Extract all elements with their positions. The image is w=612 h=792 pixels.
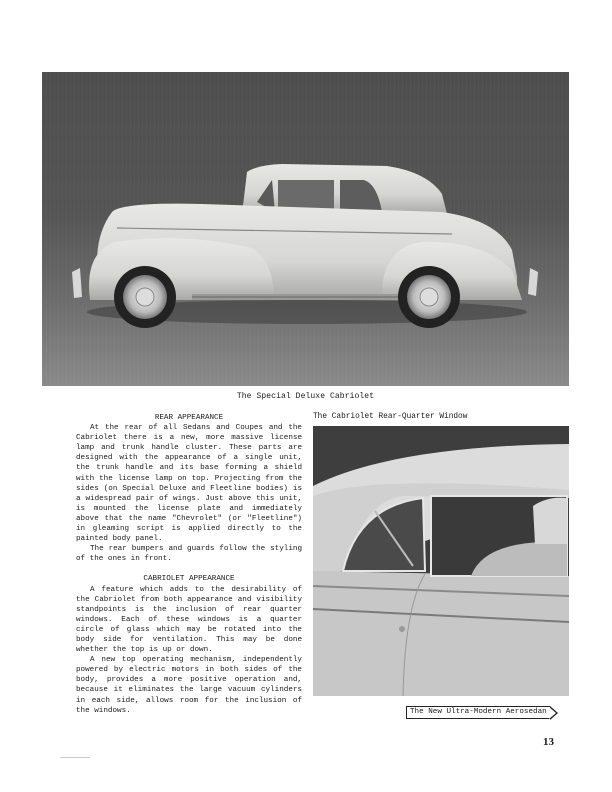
rear-appearance-paragraph-2: The rear bumpers and guards follow the styling of the ones in front.: [76, 545, 302, 564]
section-heading-cabriolet-appearance: CABRIOLET APPEARANCE: [143, 575, 235, 584]
cabriolet-appearance-paragraph-2: A new top operating mechanism, independently powered by electric motors in both sides of the body, provides a more positive operation and, because it eliminates the large vacuum cylinders in each side, allows room for the inclusion of the windows.: [76, 656, 302, 715]
arrow-right-icon: [550, 706, 558, 720]
next-page-label: The New Ultra-Modern Aerosedan: [406, 706, 550, 719]
cabriolet-side-photo: [42, 72, 569, 386]
cabriolet-appearance-paragraph-1: A feature which adds to the desirability of the Cabriolet from both appearance and visibility standpoints is the inclusion of rear quarter windows. Each of these windows is a quarter circle of glass which may be rotated into the body side for ventilation. This may be done whether the top is up or down.: [76, 585, 302, 655]
scan-artifact: [60, 757, 90, 758]
article-text: [76, 413, 302, 716]
window-illustration: [313, 426, 569, 696]
page-number: 13: [543, 736, 554, 748]
main-photo-caption: The Special Deluxe Cabriolet: [236, 392, 375, 401]
side-photo-caption: The Cabriolet Rear-Quarter Window: [313, 413, 468, 421]
section-heading-rear-appearance: REAR APPEARANCE: [154, 414, 224, 422]
rear-quarter-window-photo: [313, 426, 569, 696]
next-page-link[interactable]: [406, 706, 558, 719]
rear-appearance-paragraph-1: At the rear of all Sedans and Coupes and the Cabriolet there is a new, more massive license lamp and trunk handle cluster. These parts are designed with the appearance of a single unit, the trunk handle and its base forming a shield with the license lamp on top. Projecting from the sides (on Special Deluxe and Fleetline bodies) is a widespread pair of wings. Just above this unit, is mounted the license plate and immediately above that the name "Chevrolet" (or "Fleetline") in gleaming script is applied directly to the painted body panel.: [76, 424, 302, 544]
car-illustration: [42, 72, 569, 386]
